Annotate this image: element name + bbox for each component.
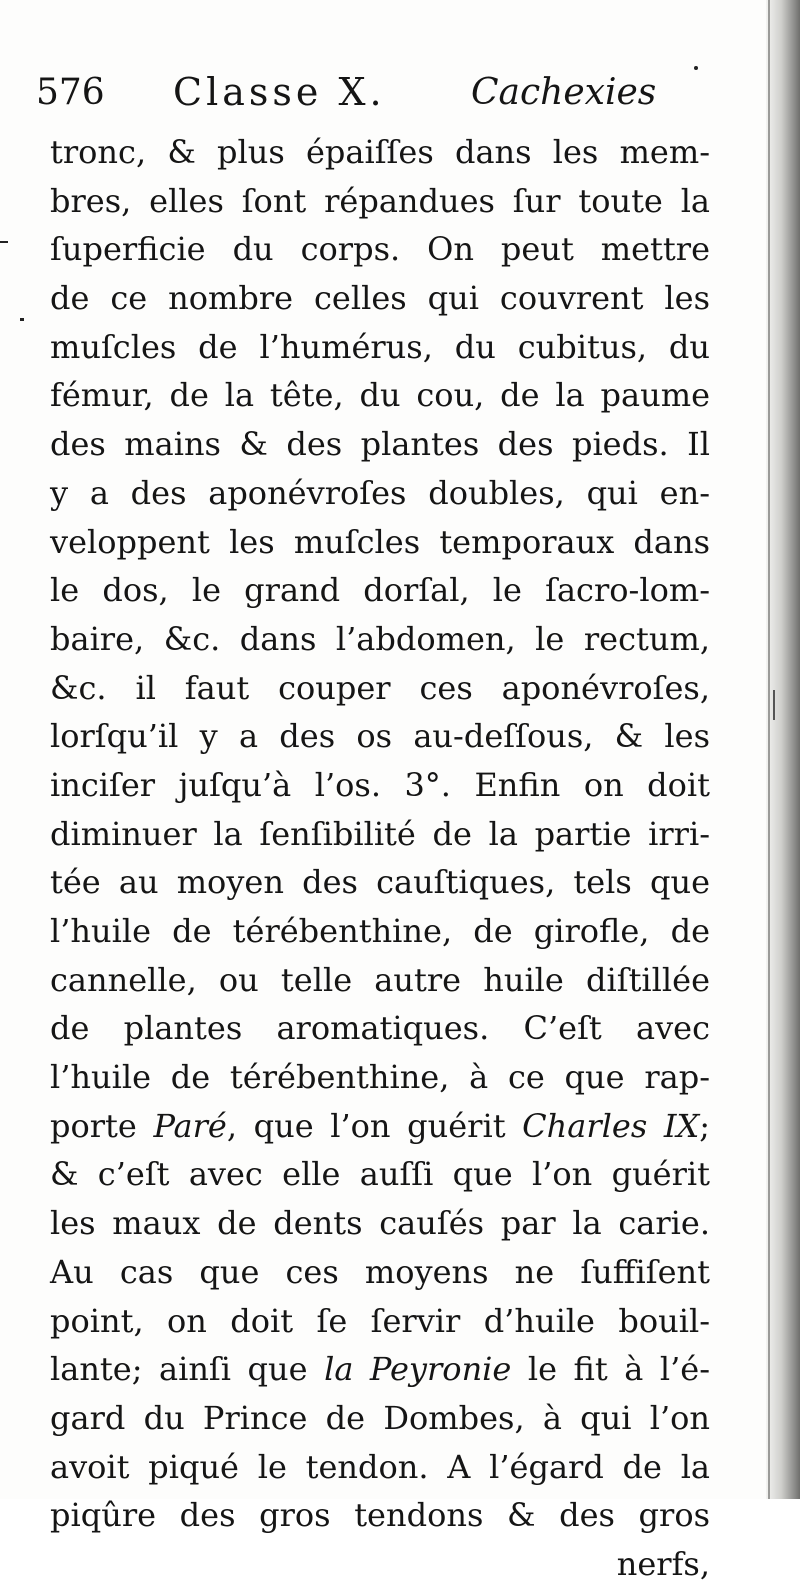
text-line: fémur, de la tête, du cou, de la paume [50, 376, 710, 415]
margin-speck [20, 318, 24, 321]
catchword-line: nerfs, [616, 1544, 710, 1583]
text-line: Au cas que ces moyens ne ſuffiſent [50, 1252, 710, 1291]
italic-name-la-peyronie: la Peyronie [324, 1350, 512, 1389]
text-line: le dos, le grand dorſal, le ſacro-lom- [50, 571, 710, 610]
text-line: avoit piqué le tendon. A l’égard de la [50, 1447, 710, 1486]
text-line: de ce nombre celles qui couvrent les [50, 279, 710, 318]
italic-name-pare: Paré [153, 1106, 227, 1145]
text-line: veloppent les muſcles temporaux dans [50, 522, 710, 561]
page-number: 576 [36, 72, 105, 113]
text-line: lorſqu’il y a des os au-deſſous, & les [50, 717, 710, 756]
class-label: Classe X. [173, 70, 386, 114]
text-line: les maux de dents cauſés par la carie. [50, 1204, 710, 1243]
text-line: des mains & des plantes des pieds. Il [50, 425, 710, 464]
text-line: l’huile de térébenthine, de girofle, de [50, 912, 710, 950]
running-header [36, 66, 716, 126]
text-line: diminuer la ſenſibilité de la partie irri- [50, 814, 710, 853]
text-line: inciſer juſqu’à l’os. 3°. Enfin on doit [50, 765, 710, 804]
text-line: & c’eſt avec elle auſſi que l’on guérit [50, 1155, 710, 1194]
text-line: tée au moyen des cauſtiques, tels que [50, 863, 710, 902]
text-segment: , que l’on guérit [226, 1106, 506, 1145]
text-line: muſcles de l’humérus, du cubitus, du [50, 327, 710, 366]
text-segment: ; [699, 1106, 711, 1145]
text-line: y a des aponévroſes doubles, qui en- [50, 473, 710, 512]
text-line-mixed [50, 1345, 710, 1394]
text-segment: lante; ainſi que [50, 1350, 308, 1389]
margin-speck [773, 690, 775, 720]
page-gutter-shadow [766, 0, 800, 1499]
text-line: bres, elles ſont répandues ſur toute la [50, 181, 710, 220]
text-segment: porte [50, 1106, 137, 1145]
running-title: Cachexies [471, 72, 657, 113]
text-line: ſuperficie du corps. On peut mettre [50, 230, 710, 269]
text-line: l’huile de térébenthine, à ce que rap- [50, 1058, 710, 1097]
text-segment: le fit à l’é- [527, 1350, 711, 1389]
text-line: de plantes aromatiques. C’eſt avec [50, 1009, 710, 1048]
margin-speck [0, 241, 8, 243]
margin-speck [694, 66, 698, 70]
text-line: &c. il faut couper ces aponévroſes, [50, 668, 710, 707]
text-line: gard du Prince de Dombes, à qui l’on [50, 1398, 710, 1437]
text-line: baire, &c. dans l’abdomen, le rectum, [50, 619, 710, 658]
text-line: cannelle, ou telle autre huile diſtillée [50, 960, 710, 999]
text-line: tronc, & plus épaiſſes dans les mem- [50, 133, 710, 171]
italic-name-charles-ix: Charles IX [522, 1106, 700, 1145]
text-line: piqûre des gros tendons & des gros [50, 1496, 710, 1535]
text-line: point, on doit ſe ſervir d’huile bouil- [50, 1301, 710, 1340]
text-line-mixed [50, 1102, 710, 1151]
body-text [50, 128, 710, 1589]
page-edge-line [768, 0, 770, 1499]
